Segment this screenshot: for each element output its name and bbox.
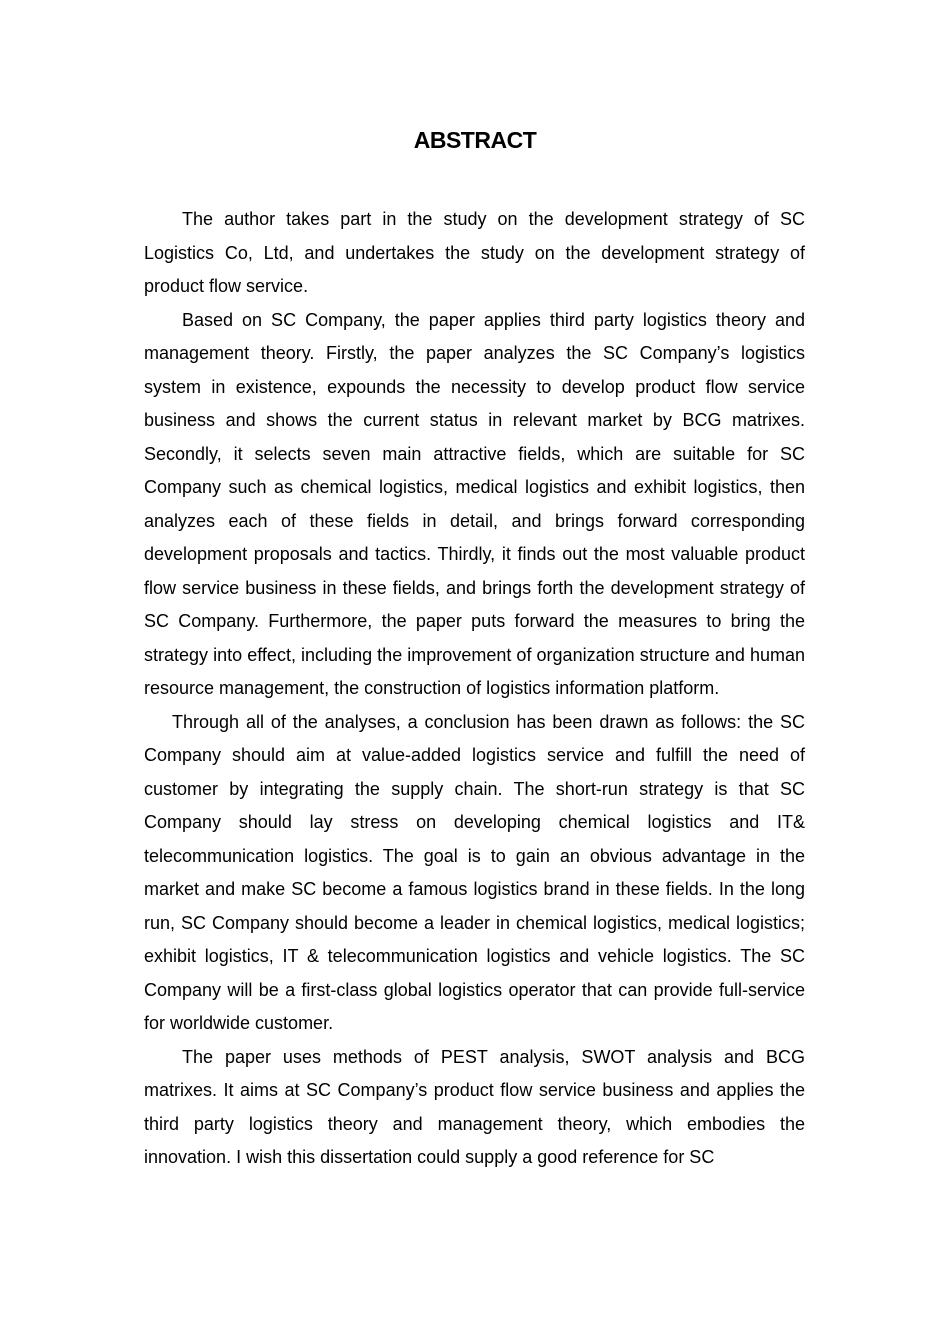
paragraph-intro: The author takes part in the study on the development strategy of SC Logistics Co, Ltd, and undertakes the study on the development strategy of product flow service.: [144, 209, 805, 296]
paragraph-innovation: The paper uses methods of PEST analysis, SWOT analysis and BCG matrixes. It aims at SC Company’s product flow service business and applies the third party logistics theory and management theory, which embodies the innovation. I wish this dissertation could supply a good reference for SC: [144, 1046, 805, 1167]
abstract-body: [144, 203, 805, 1175]
paragraph-conclusion: Through all of the analyses, a conclusion has been drawn as follows: the SC Company should aim at value-added logistics service and fulfill the need of customer by integrating the supply chain. The short-run strategy is that SC Company should lay stress on developing chemical logistics and IT& telecommunication logistics. The goal is to gain an obvious advantage in the market and make SC become a famous logistics brand in these fields. In the long run, SC Company should become a leader in chemical logistics, medical logistics; exhibit logistics, IT & telecommunication logistics and vehicle logistics. The SC Company will be a first-class global logistics operator that can provide full-service for worldwide customer.: [144, 711, 805, 1033]
paragraph-methods: Based on SC Company, the paper applies third party logistics theory and management theory. Firstly, the paper analyzes the SC Company’s logistics system in existence, expounds the necessity to develop product flow service business and shows the current status in relevant market by BCG matrixes. Secondly, it selects seven main attractive fields, which are suitable for SC Company such as chemical logistics, medical logistics and exhibit logistics, then analyzes each of these fields in detail, and brings forward corresponding development proposals and tactics. Thirdly, it finds out the most valuable product flow service business in these fields, and brings forth the development strategy of SC Company. Furthermore, the paper puts forward the measures to bring the strategy into effect, including the improvement of organization structure and human resource management, the construction of logistics information platform.: [144, 309, 805, 698]
abstract-title: ABSTRACT: [413, 127, 537, 153]
